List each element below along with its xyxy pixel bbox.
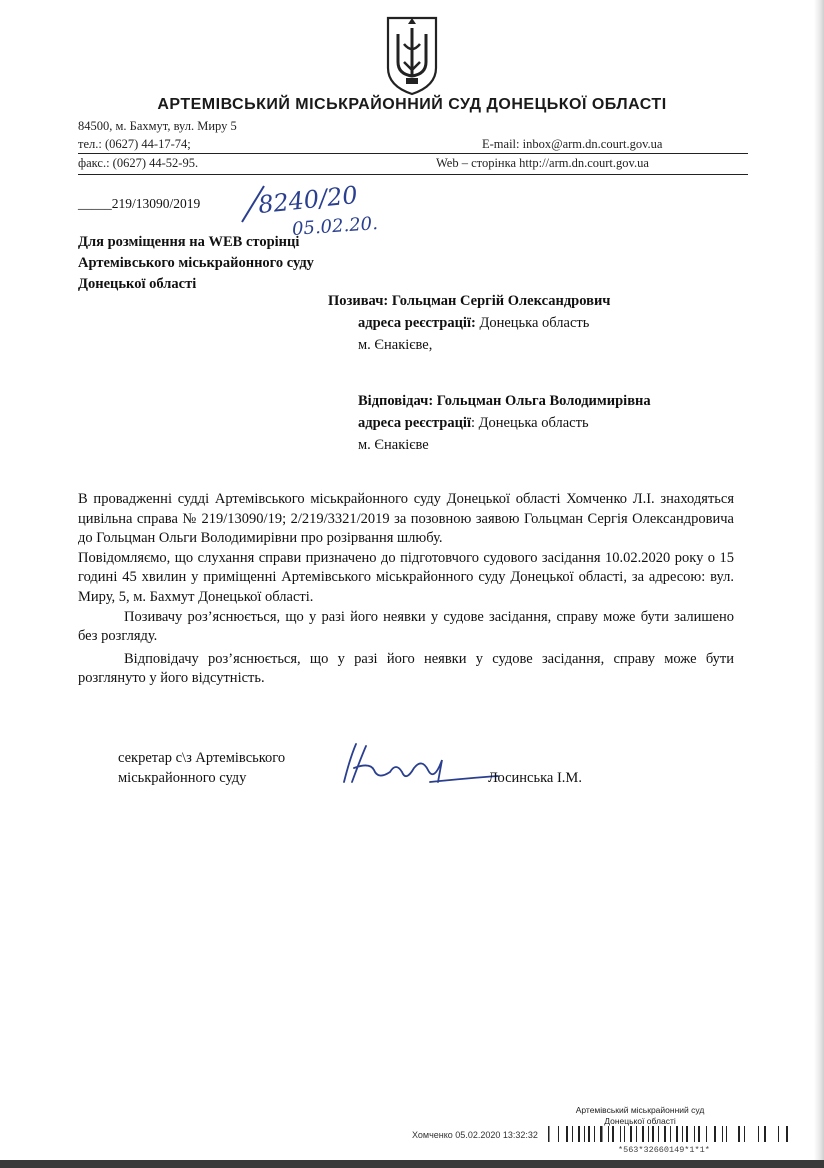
court-email: E-mail: inbox@arm.dn.court.gov.ua <box>482 137 663 151</box>
header-rule-bottom <box>78 174 748 175</box>
plaintiff-address-label: адреса реєстрації: <box>358 315 476 331</box>
header-rule-top <box>78 153 748 154</box>
body-paragraph-hearing: Повідомляємо, що слухання справи призначено до підготовчого судового засідання 10.02.2020 року о 15 годині 45 хвилин у приміщенні Артемівського міськрайонного суду Донецької області, за адресою: вул. Миру, 5, м. Бахмут Донецької області. <box>78 549 734 605</box>
coat-of-arms-icon <box>384 14 440 96</box>
defendant-address-label: адреса реєстрації <box>358 415 471 431</box>
plaintiff-address-line1: Донецька область <box>479 315 590 331</box>
body-paragraph-defendant-warning: Відповідачу роз’яснюється, що у разі його неявки у судове засідання, справу може бути розглянуто у його відсутність. <box>78 650 734 687</box>
web-note-line-1: Для розміщення на WEB сторінці <box>78 234 300 250</box>
plaintiff-block <box>328 290 610 356</box>
web-note-line-2: Артемівського міськрайонного суду <box>78 255 314 271</box>
barcode-number: *563*32660149*1*1* <box>618 1145 710 1155</box>
notice-body <box>78 490 734 689</box>
barcode-icon <box>548 1126 792 1142</box>
plaintiff-name: Гольцман Сергій Олександрович <box>391 293 611 309</box>
body-paragraph-plaintiff-warning: Позивачу роз’яснюється, що у разі його неявки у судове засідання, справу може бути залишено без розгляду. <box>78 608 734 645</box>
registration-stamp-court <box>560 1105 720 1127</box>
defendant-address-line1: : Донецька область <box>470 415 589 431</box>
defendant-address-line2: м. Єнакієве <box>358 437 429 453</box>
web-publication-note <box>78 232 314 295</box>
scan-bottom-edge <box>0 1160 824 1168</box>
registration-stamp-text: Хомченко 05.02.2020 13:32:32 <box>412 1130 538 1140</box>
handwritten-registration-date: 05.02.20. <box>291 213 379 240</box>
web-note-line-3: Донецької області <box>78 276 197 292</box>
paper-edge-shadow <box>814 0 824 1168</box>
stamp-court-line2: Донецької області <box>604 1116 676 1126</box>
court-fax: факс.: (0627) 44-52-95. <box>78 156 199 170</box>
court-address: 84500, м. Бахмут, вул. Миру 5 <box>78 119 237 133</box>
court-phone: тел.: (0627) 44-17-74; <box>78 137 191 151</box>
defendant-name: Гольцман Ольга Володимирівна <box>436 393 651 409</box>
defendant-label: Відповідач: <box>358 393 434 409</box>
secretary-position-line2: міськрайонного суду <box>118 770 247 786</box>
stamp-court-line1: Артемівський міськрайонний суд <box>575 1105 705 1115</box>
court-title: АРТЕМІВСЬКИЙ МІСЬКРАЙОННИЙ СУД ДОНЕЦЬКОЇ ОБЛАСТІ <box>157 96 667 113</box>
body-paragraph-case: В провадженні судді Артемівського міськрайонного суду Донецької області Хомченко Л.І. знаходяться цивільна справа № 219/13090/19; 2/219/3321/2019 за позовною заявою Гольцман Сергія Олександровича до Гольцман Ольги Володимирівни про розірвання шлюбу. <box>78 491 734 547</box>
defendant-block <box>358 390 651 456</box>
outgoing-number: _____219/13090/2019 <box>78 196 201 211</box>
handwritten-signature <box>330 738 500 798</box>
secretary-position <box>118 748 285 788</box>
secretary-position-line1: секретар с\з Артемівського <box>118 750 286 766</box>
signer-name: Лосинська І.М. <box>488 770 582 786</box>
plaintiff-label: Позивач: <box>328 293 389 309</box>
plaintiff-address-line2: м. Єнакієве, <box>358 337 433 353</box>
court-web: Web – сторінка http://arm.dn.court.gov.ua <box>436 156 649 170</box>
handwritten-registration-number: 8240/20 <box>256 180 359 220</box>
